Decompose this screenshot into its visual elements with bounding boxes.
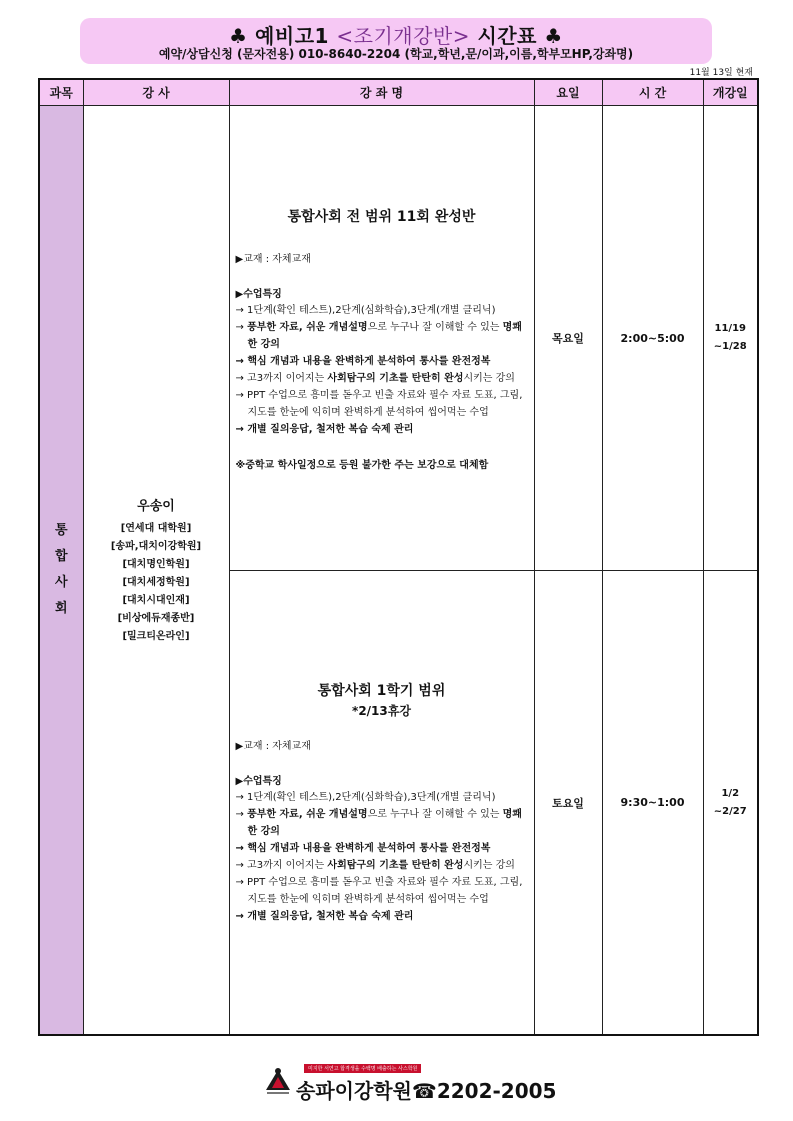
table-header-row xyxy=(39,79,758,106)
feature-text: 으로 누구나 잘 이해할 수 있는 xyxy=(367,809,503,820)
feature-text: → 핵심 개념과 내용을 완벽하게 분석하여 통사를 완전정복 xyxy=(235,843,491,854)
feature-text: 으로 누구나 잘 이해할 수 있는 xyxy=(367,321,503,333)
feature-text: 명쾌한 강의 xyxy=(247,321,522,350)
feature-text: 시키는 강의 xyxy=(463,860,515,871)
header-course: 강 좌 명 xyxy=(229,79,534,106)
course-cell xyxy=(229,106,534,571)
academy-phone: ☎2202-2005 xyxy=(411,1079,557,1103)
feature-text: 시키는 강의 xyxy=(463,372,515,384)
title-banner xyxy=(80,18,712,64)
teacher-name: 우송이 xyxy=(137,498,175,514)
feature-text: → 핵심 개념과 내용을 완벽하게 분석하여 통사를 완전정복 xyxy=(235,355,491,367)
feature-text: 사회탐구의 기초를 탄탄히 완성 xyxy=(327,860,464,871)
course-feature-item xyxy=(236,789,528,806)
course-features-heading: ▶수업특징 xyxy=(235,288,282,300)
header-teacher: 강 사 xyxy=(83,79,229,106)
table-row xyxy=(39,106,758,571)
teacher-credential: [연세대 대학원] xyxy=(120,522,192,534)
feature-text: 풍부한 자료, 쉬운 개념설명 xyxy=(247,809,368,820)
header-start: 개강일 xyxy=(703,79,758,106)
feature-text: → 1단계(확인 테스트),2단계(심화학습),3단계(개별 클리닉) xyxy=(235,304,496,316)
course-warning: ※중학교 학사일정으로 등원 불가한 주는 보강으로 대체함 xyxy=(235,459,489,471)
course-start-date xyxy=(703,571,758,1036)
course-textbook: ▶교재 : 자체교재 xyxy=(235,253,311,265)
start-date-line: 1/2 xyxy=(721,787,740,799)
course-features xyxy=(236,302,528,438)
teacher-credential: [대치시대인재] xyxy=(122,594,190,606)
feature-text: → 개별 질의응답, 철저한 복습 숙제 관리 xyxy=(235,423,414,435)
course-feature-item xyxy=(236,353,528,370)
course-feature-item xyxy=(236,840,528,857)
teacher-credential: [밀크티온라인] xyxy=(122,630,190,642)
start-date-line: 11/19 xyxy=(714,323,746,334)
feature-text: → 개별 질의응답, 철저한 복습 숙제 관리 xyxy=(235,911,414,922)
teacher-credential: [대치명인학원] xyxy=(122,558,190,570)
footer-tagline: 미지한 서연고 합격생을 수백명 배출하는 사스학원 xyxy=(304,1064,421,1073)
feature-text: → PPT 수업으로 흥미를 돋우고 빈출 자료와 필수 자료 도표, 그림, 지도를 한눈에 익히며 완벽하게 분석하여 씹어먹는 수업 xyxy=(235,389,523,418)
course-feature-item xyxy=(236,806,528,840)
subject-cell xyxy=(39,106,83,1036)
course-day: 목요일 xyxy=(534,106,602,571)
feature-text: → 고3까지 이어지는 xyxy=(235,860,328,871)
header-subject: 과목 xyxy=(39,79,83,106)
academy-title: 송파이강학원 xyxy=(296,1079,412,1103)
course-note: *2/13휴강 xyxy=(352,704,411,718)
teacher-cell xyxy=(83,106,229,1036)
feature-text: → 1단계(확인 테스트),2단계(심화학습),3단계(개별 클리닉) xyxy=(235,792,496,803)
feature-text: 사회탐구의 기초를 탄탄히 완성 xyxy=(327,372,464,384)
subject-char: 사 xyxy=(54,575,68,590)
feature-text: → xyxy=(235,809,248,820)
subject-char: 통 xyxy=(54,523,68,538)
teacher-credential: [송파,대치이강학원] xyxy=(110,540,202,552)
course-time: 2:00~5:00 xyxy=(602,106,703,571)
academy-logo-icon xyxy=(264,1064,292,1098)
header-time: 시 간 xyxy=(602,79,703,106)
course-start-date xyxy=(703,106,758,571)
feature-text: → xyxy=(235,321,248,333)
course-feature-item xyxy=(236,370,528,387)
course-feature-item xyxy=(236,302,528,319)
as-of-date: 11월 13일 현재 xyxy=(689,68,753,78)
course-feature-item xyxy=(236,908,528,925)
course-feature-item xyxy=(236,421,528,438)
course-title: 통합사회 전 범위 11회 완성반 xyxy=(287,208,476,225)
teacher-credential: [비상에듀재종반] xyxy=(117,612,195,624)
course-feature-item xyxy=(236,319,528,353)
contact-subtitle: 예약/상담신청 (문자전용) 010-8640-2204 (학교,학년,문/이과,이름,학부모HP,강좌명) xyxy=(158,47,634,61)
course-textbook: ▶교재 : 자체교재 xyxy=(235,741,311,752)
course-features-heading: ▶수업특징 xyxy=(235,776,282,787)
timetable xyxy=(38,78,759,1036)
course-feature-item xyxy=(236,874,528,908)
course-feature-item xyxy=(236,387,528,421)
title-suffix: 시간표 ♣ xyxy=(470,24,563,48)
subject-char: 회 xyxy=(54,601,68,616)
course-features xyxy=(236,789,528,925)
course-feature-item xyxy=(236,857,528,874)
teacher-credential: [대치세정학원] xyxy=(122,576,190,588)
footer xyxy=(264,1062,557,1103)
start-date-line: ~1/28 xyxy=(713,341,747,352)
title-accent: <조기개강반> xyxy=(336,24,471,48)
course-time: 9:30~1:00 xyxy=(602,571,703,1036)
course-title: 통합사회 1학기 범위 xyxy=(317,683,446,699)
header-day: 요일 xyxy=(534,79,602,106)
academy-name xyxy=(296,1075,556,1104)
title-prefix: ♣ 예비고1 xyxy=(229,24,337,48)
subject-char: 합 xyxy=(54,549,68,564)
feature-text: → 고3까지 이어지는 xyxy=(235,372,328,384)
start-date-line: ~2/27 xyxy=(713,805,747,817)
course-cell xyxy=(229,571,534,1036)
feature-text: → PPT 수업으로 흥미를 돋우고 빈출 자료와 필수 자료 도표, 그림, 지도를 한눈에 익히며 완벽하게 분석하여 씹어먹는 수업 xyxy=(235,877,523,905)
course-day: 토요일 xyxy=(534,571,602,1036)
feature-text: 풍부한 자료, 쉬운 개념설명 xyxy=(247,321,368,333)
feature-text: 명쾌한 강의 xyxy=(247,809,522,837)
